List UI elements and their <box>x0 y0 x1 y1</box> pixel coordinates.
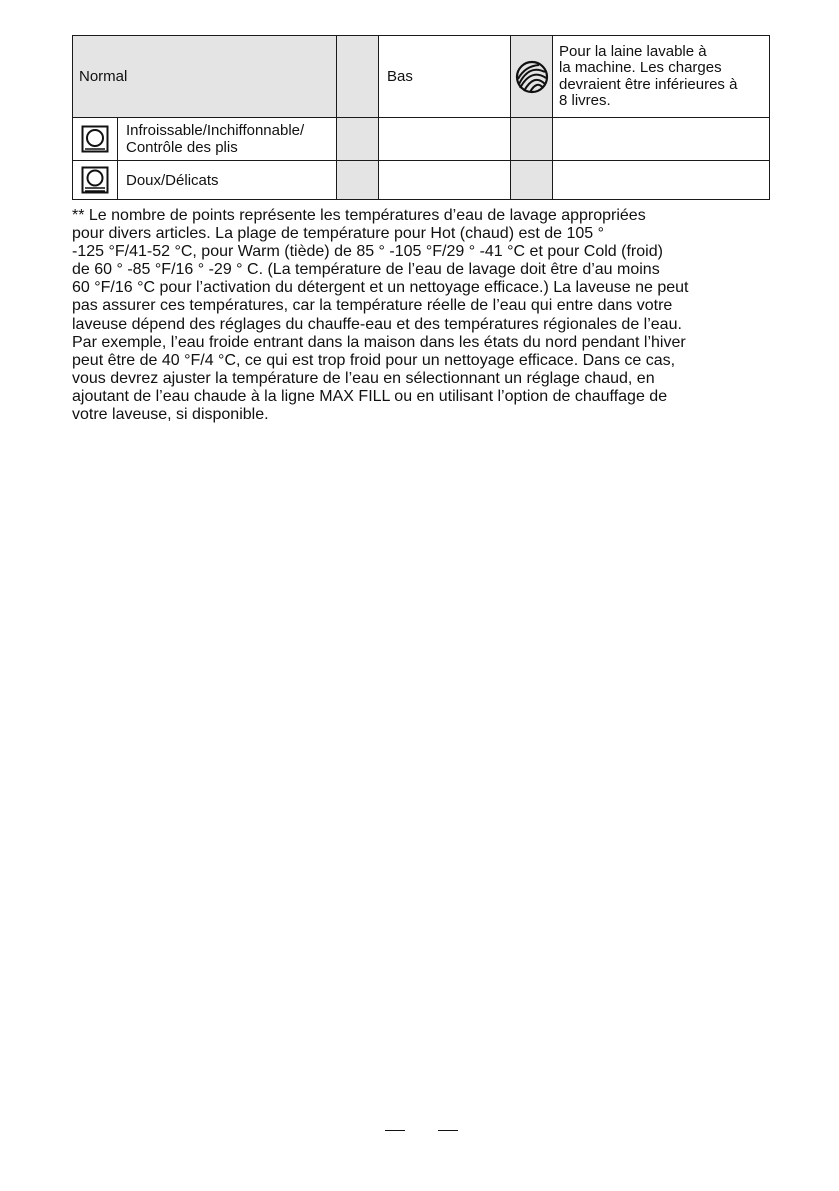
table-row <box>73 36 770 118</box>
page-marker-left <box>385 1130 405 1131</box>
empty-cell <box>379 161 511 200</box>
cycle-icon-cell <box>73 161 118 200</box>
empty-cell <box>337 36 379 118</box>
empty-cell <box>511 118 553 161</box>
cycle-normal-label: Normal <box>73 36 337 118</box>
permanent-press-symbol-icon <box>81 125 109 153</box>
wool-note: Pour la laine lavable à la machine. Les charges devraient être inférieures à 8 livres. <box>553 36 770 118</box>
empty-cell <box>379 118 511 161</box>
empty-cell <box>337 161 379 200</box>
temperature-footnote: ** Le nombre de points représente les températures d’eau de lavage appropriées pour divers articles. La plage de température pour Hot (chaud) est de 105 ° -125 °F/41-52 °C, pour Warm (tiède) de 85 ° -105 °F/29 ° -41 °C et pour Cold (froid) de 60 ° -85 °F/16 ° -29 ° C. (La température de l’eau de lavage doit être d’au moins 60 °F/16 °C pour l’activation du détergent et un nettoyage efficace.) La laveuse ne peut pas assurer ces températures, car la température réelle de l’eau qui entre dans votre laveuse dépend des réglages du chauffe-eau et des températures régionales de l’eau. Par exemple, l’eau froide entrant dans la maison dans les états du nord pendant l’hiver peut être de 40 °F/4 °C, ce qui est trop froid pour un nettoyage efficace. Dans ce cas, vous devrez ajuster la température de l’eau en sélectionnant un réglage chaud, en ajoutant de l’eau chaude à la ligne MAX FILL ou en utilisant l’option de chauffage de votre laveuse, si disponible. <box>72 207 689 424</box>
page-marker-right <box>438 1130 458 1131</box>
table-row <box>73 118 770 161</box>
empty-cell <box>337 118 379 161</box>
wool-icon <box>515 60 549 94</box>
empty-cell <box>553 118 770 161</box>
cycle-permanent-press-label: Infroissable/Inchiffonnable/ Contrôle des plis <box>118 118 337 161</box>
table-row <box>73 161 770 200</box>
cycle-icon-cell <box>73 118 118 161</box>
empty-cell <box>553 161 770 200</box>
cycle-delicates-label: Doux/Délicats <box>118 161 337 200</box>
empty-cell <box>511 161 553 200</box>
fabric-icon-cell <box>511 36 553 118</box>
temperature-cell: Bas <box>379 36 511 118</box>
delicate-symbol-icon <box>81 166 109 194</box>
wash-cycle-table <box>72 35 770 200</box>
